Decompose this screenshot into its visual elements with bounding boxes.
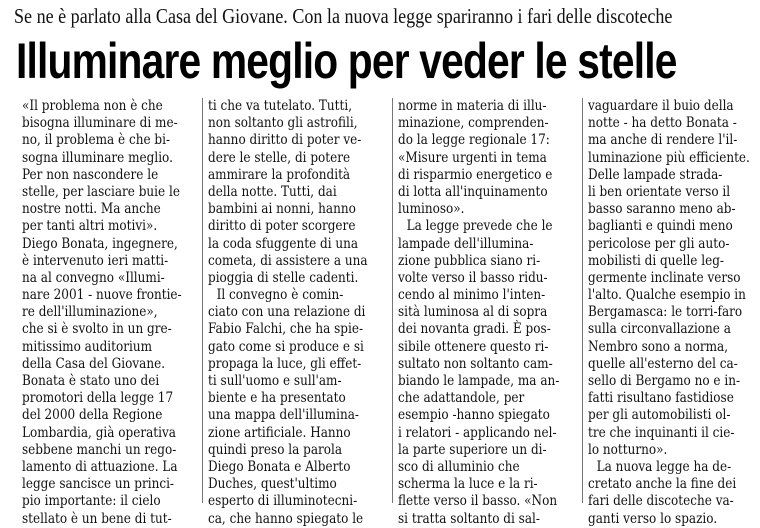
text-line: ca, che hanno spiegato le: [208, 510, 364, 527]
text-line: zione pubblica siano ri-: [398, 252, 541, 269]
text-line: promotori della legge 17: [22, 390, 174, 407]
text-line: Nembro sono a norma,: [588, 338, 729, 355]
column-rule: [582, 98, 583, 503]
text-line: di risparmio energetico e: [398, 166, 553, 183]
text-line: propaga la luce, gli effet-: [208, 355, 362, 372]
article-column-3: [398, 98, 578, 527]
text-line: ciato con una relazione di: [208, 304, 366, 321]
text-line: volte verso il basso ridu-: [398, 269, 548, 286]
column-rule: [392, 98, 393, 503]
text-line: luminoso».: [398, 201, 465, 218]
text-line: della Casa del Giovane.: [22, 355, 166, 372]
text-line: Bonata è stato uno dei: [22, 373, 160, 389]
text-line: norme in materia di illu-: [398, 98, 547, 114]
text-line: esperto di illuminotecni-: [208, 493, 358, 510]
text-line: no, il problema è che bi-: [22, 132, 171, 149]
text-line: ammirare la profondità: [208, 166, 351, 183]
text-line: «Misure urgenti in tema: [398, 149, 547, 166]
text-line: sebbene manchi un rego-: [22, 441, 177, 458]
text-line: la coda sfuggente di una: [208, 235, 359, 252]
text-line: basso saranno meno ab-: [588, 201, 736, 218]
text-line: la parte superiore un di-: [398, 441, 547, 458]
text-line: li ben orientate verso il: [588, 183, 731, 200]
text-line: cretato anche la fine dei: [588, 476, 737, 493]
text-line: mitissimo auditorium: [22, 338, 153, 355]
text-line: diritto di poter scorgere: [208, 218, 356, 235]
text-line: bisogna illuminare di me-: [22, 115, 178, 132]
text-line: per gli automobilisti ol-: [588, 407, 731, 424]
article-column-1: [22, 98, 197, 527]
text-line: si tratta soltanto di sal-: [398, 510, 540, 527]
text-line: Lombardia, già operativa: [22, 424, 176, 441]
text-line: ti che va tutelato. Tutti,: [208, 98, 353, 114]
text-line: nare 2001 - nuove frontie-: [22, 287, 182, 304]
text-line: pio importante: il cielo: [22, 493, 161, 510]
text-line: pioggia di stelle cadenti.: [208, 269, 359, 286]
text-line: pericolose per gli auto-: [588, 235, 730, 252]
text-line: l'alto. Qualche esempio in: [588, 287, 746, 304]
text-line: sibile ottenere questo ri-: [398, 338, 549, 355]
text-line: fatti risultano fastidiose: [588, 390, 734, 407]
text-line: zione artificiale. Hanno: [208, 424, 351, 441]
text-line: ma anche di rendere l'il-: [588, 132, 738, 149]
text-line: sogna illuminare meglio.: [22, 149, 173, 166]
text-line: Diego Bonata, ingegnere,: [22, 235, 178, 252]
text-line: La nuova legge ha de-: [596, 458, 732, 475]
text-line: stellato è un bene di tut-: [22, 510, 172, 527]
text-line: scherma la luce e la ri-: [398, 476, 538, 493]
text-line: una mappa dell'illumina-: [208, 407, 359, 424]
text-line: Diego Bonata e Alberto: [208, 458, 351, 475]
text-line: quindi preso la parola: [208, 441, 343, 458]
text-line: Duches, quest'ultimo: [208, 476, 337, 493]
text-line: La legge prevede che le: [406, 218, 553, 235]
text-line: gato come si produce e si: [208, 338, 364, 355]
article-column-2: [208, 98, 388, 527]
text-line: vaguardare il buio della: [588, 98, 734, 114]
text-line: cendo al minimo l'inten-: [398, 287, 546, 304]
text-line: nostre notti. Ma anche: [22, 201, 161, 218]
article-column-4: [588, 98, 758, 527]
text-line: del 2000 della Regione: [22, 407, 163, 424]
text-line: do la legge regionale 17:: [398, 132, 550, 149]
text-line: è intervenuto ieri matti-: [22, 252, 169, 269]
text-line: di lotta all'inquinamento: [398, 183, 548, 200]
text-line: bambini ai nonni, hanno: [208, 201, 356, 218]
text-line: lamento di attuazione. La: [22, 458, 178, 475]
text-line: Fabio Falchi, che ha spie-: [208, 321, 364, 338]
text-line: stelle, per lasciare buie le: [22, 183, 180, 200]
text-line: ganti verso lo spazio.: [588, 510, 718, 527]
text-line: non soltanto gli astrofili,: [208, 115, 358, 132]
text-line: minazione, comprenden-: [398, 115, 549, 132]
text-line: che si è svolto in un gre-: [22, 321, 172, 338]
text-line: che adattandole, per: [398, 390, 525, 407]
text-line: biando le lampade, ma an-: [398, 373, 560, 389]
text-line: per tanti altri motivi».: [22, 218, 158, 235]
text-line: biente e ha presentato: [208, 390, 346, 407]
text-line: legge sancisce un princi-: [22, 476, 174, 493]
text-line: cometa, di assistere a una: [208, 252, 368, 269]
text-line: na al convegno «Illumi-: [22, 269, 165, 286]
text-line: dei novanta gradi. È pos-: [398, 321, 551, 338]
text-line: Il convegno è comin-: [216, 287, 344, 304]
text-line: lampade dell'illumina-: [398, 235, 534, 252]
text-line: «Il problema non è che: [22, 98, 163, 114]
text-line: Per non nascondere le: [22, 166, 159, 183]
text-line: hanno diritto di poter ve-: [208, 132, 362, 149]
text-line: germente inclinate verso: [588, 269, 741, 286]
text-line: sultato non soltanto cam-: [398, 355, 553, 372]
headline: Illuminare meglio per veder le stelle: [16, 33, 677, 89]
text-line: re dell'illuminazione»,: [22, 304, 158, 321]
text-line: esempio -hanno spiegato: [398, 407, 550, 424]
text-line: sco di alluminio che: [398, 458, 520, 475]
text-line: dere le stelle, di potere: [208, 149, 351, 166]
text-line: Delle lampade strada-: [588, 166, 723, 183]
text-line: luminazione più efficiente.: [588, 149, 750, 166]
text-line: fari delle discoteche va-: [588, 493, 734, 510]
text-line: della notte. Tutti, dai: [208, 183, 337, 200]
text-line: mobilisti di quelle leg-: [588, 252, 725, 269]
text-line: sulla circonvallazione a: [588, 321, 731, 338]
text-line: Bergamasca: le torri-faro: [588, 304, 743, 321]
text-line: i relatori - applicando nel-: [398, 424, 557, 441]
text-line: baglianti e quindi meno: [588, 218, 733, 235]
text-line: sello di Bergamo no e in-: [588, 373, 741, 389]
text-line: notte - ha detto Bonata -: [588, 115, 737, 132]
text-line: tre che inquinanti il cie-: [588, 424, 735, 441]
text-line: flette verso il basso. «Non: [398, 493, 558, 510]
text-line: sità luminosa al di sopra: [398, 304, 548, 321]
kicker: Se ne è parlato alla Casa del Giovane. Con la nuova legge spariranno i fari delle discoteche: [14, 4, 673, 28]
column-rule: [202, 98, 203, 503]
text-line: lo notturno».: [588, 441, 668, 458]
text-line: ti sull'uomo e sull'am-: [208, 373, 342, 389]
text-line: quelle all'esterno del ca-: [588, 355, 738, 372]
